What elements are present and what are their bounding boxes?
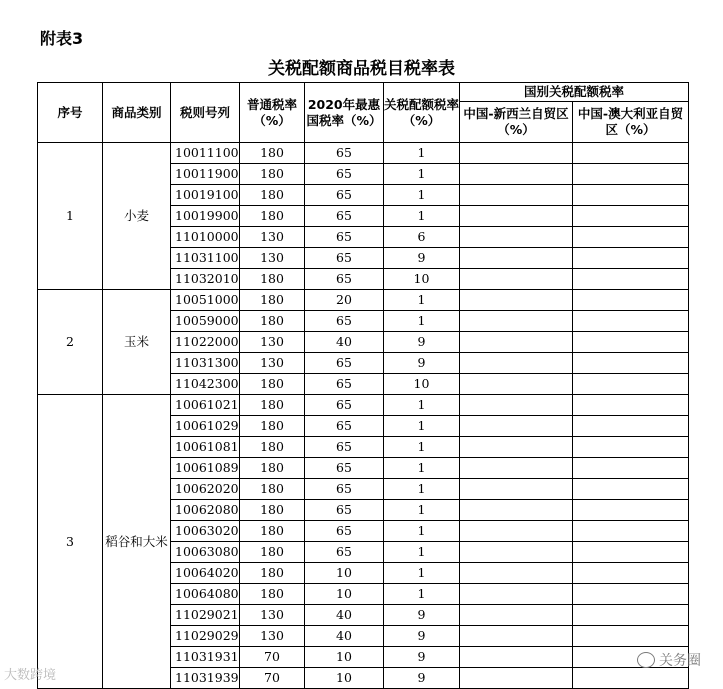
cell-au-rate xyxy=(573,563,689,584)
cell-general-rate: 130 xyxy=(240,353,305,374)
cell-tariff-code: 11032010 xyxy=(171,269,240,290)
cell-general-rate: 180 xyxy=(240,437,305,458)
cell-nz-rate xyxy=(460,164,573,185)
cell-tariff-code: 10061089 xyxy=(171,458,240,479)
cell-general-rate: 180 xyxy=(240,395,305,416)
cell-mfn-rate: 65 xyxy=(305,185,384,206)
cell-quota-rate: 1 xyxy=(384,437,460,458)
cell-mfn-rate: 65 xyxy=(305,374,384,395)
cell-tariff-code: 11022000 xyxy=(171,332,240,353)
tariff-table xyxy=(37,82,689,689)
cell-mfn-rate: 65 xyxy=(305,479,384,500)
cell-au-rate xyxy=(573,605,689,626)
row-category: 小麦 xyxy=(103,143,171,290)
cell-general-rate: 180 xyxy=(240,290,305,311)
chat-icon xyxy=(637,652,655,668)
cell-quota-rate: 1 xyxy=(384,584,460,605)
cell-au-rate xyxy=(573,584,689,605)
cell-quota-rate: 9 xyxy=(384,248,460,269)
header-tariff-code: 税则号列 xyxy=(171,83,240,143)
cell-mfn-rate: 65 xyxy=(305,353,384,374)
cell-mfn-rate: 65 xyxy=(305,395,384,416)
cell-tariff-code: 10061021 xyxy=(171,395,240,416)
watermark-right xyxy=(637,650,701,670)
row-seq: 1 xyxy=(38,143,103,290)
cell-mfn-rate: 40 xyxy=(305,332,384,353)
cell-nz-rate xyxy=(460,605,573,626)
cell-au-rate xyxy=(573,479,689,500)
cell-mfn-rate: 40 xyxy=(305,626,384,647)
watermark-right-text: 关务圈 xyxy=(659,653,701,669)
cell-quota-rate: 9 xyxy=(384,353,460,374)
cell-general-rate: 180 xyxy=(240,374,305,395)
cell-tariff-code: 10019100 xyxy=(171,185,240,206)
cell-tariff-code: 10061029 xyxy=(171,416,240,437)
cell-mfn-rate: 20 xyxy=(305,290,384,311)
cell-nz-rate xyxy=(460,563,573,584)
cell-au-rate xyxy=(573,542,689,563)
cell-general-rate: 180 xyxy=(240,458,305,479)
cell-mfn-rate: 10 xyxy=(305,584,384,605)
cell-quota-rate: 1 xyxy=(384,185,460,206)
cell-nz-rate xyxy=(460,395,573,416)
cell-au-rate xyxy=(573,500,689,521)
cell-nz-rate xyxy=(460,332,573,353)
cell-au-rate xyxy=(573,437,689,458)
cell-nz-rate xyxy=(460,185,573,206)
cell-quota-rate: 9 xyxy=(384,668,460,689)
header-country-group: 国别关税配额税率 xyxy=(460,83,689,102)
cell-general-rate: 180 xyxy=(240,563,305,584)
header-nz: 中国-新西兰自贸区（%） xyxy=(460,102,573,143)
cell-nz-rate xyxy=(460,584,573,605)
cell-au-rate xyxy=(573,143,689,164)
cell-mfn-rate: 65 xyxy=(305,206,384,227)
cell-quota-rate: 6 xyxy=(384,227,460,248)
cell-general-rate: 180 xyxy=(240,521,305,542)
cell-general-rate: 180 xyxy=(240,479,305,500)
cell-au-rate xyxy=(573,185,689,206)
cell-tariff-code: 10061081 xyxy=(171,437,240,458)
cell-quota-rate: 1 xyxy=(384,164,460,185)
cell-tariff-code: 10011900 xyxy=(171,164,240,185)
cell-mfn-rate: 10 xyxy=(305,647,384,668)
cell-au-rate xyxy=(573,227,689,248)
cell-quota-rate: 1 xyxy=(384,290,460,311)
cell-quota-rate: 1 xyxy=(384,143,460,164)
cell-au-rate xyxy=(573,668,689,689)
cell-quota-rate: 1 xyxy=(384,416,460,437)
cell-general-rate: 180 xyxy=(240,185,305,206)
cell-mfn-rate: 65 xyxy=(305,437,384,458)
cell-au-rate xyxy=(573,290,689,311)
cell-tariff-code: 11031939 xyxy=(171,668,240,689)
cell-nz-rate xyxy=(460,521,573,542)
cell-mfn-rate: 10 xyxy=(305,668,384,689)
cell-nz-rate xyxy=(460,290,573,311)
table-row xyxy=(38,395,689,416)
cell-general-rate: 180 xyxy=(240,206,305,227)
cell-au-rate xyxy=(573,206,689,227)
cell-general-rate: 130 xyxy=(240,626,305,647)
cell-quota-rate: 1 xyxy=(384,542,460,563)
cell-general-rate: 130 xyxy=(240,332,305,353)
cell-general-rate: 130 xyxy=(240,227,305,248)
cell-general-rate: 130 xyxy=(240,605,305,626)
cell-tariff-code: 10063020 xyxy=(171,521,240,542)
cell-tariff-code: 10019900 xyxy=(171,206,240,227)
cell-nz-rate xyxy=(460,542,573,563)
cell-general-rate: 180 xyxy=(240,164,305,185)
cell-general-rate: 180 xyxy=(240,584,305,605)
cell-quota-rate: 1 xyxy=(384,311,460,332)
header-au: 中国-澳大利亚自贸区（%） xyxy=(573,102,689,143)
row-seq: 3 xyxy=(38,395,103,689)
cell-quota-rate: 9 xyxy=(384,605,460,626)
cell-tariff-code: 11029021 xyxy=(171,605,240,626)
cell-tariff-code: 10062020 xyxy=(171,479,240,500)
cell-au-rate xyxy=(573,458,689,479)
cell-au-rate xyxy=(573,374,689,395)
cell-general-rate: 180 xyxy=(240,269,305,290)
cell-tariff-code: 11029029 xyxy=(171,626,240,647)
table-body xyxy=(38,143,689,689)
cell-nz-rate xyxy=(460,437,573,458)
cell-tariff-code: 11031300 xyxy=(171,353,240,374)
cell-nz-rate xyxy=(460,647,573,668)
cell-au-rate xyxy=(573,521,689,542)
cell-general-rate: 180 xyxy=(240,416,305,437)
cell-au-rate xyxy=(573,164,689,185)
cell-general-rate: 130 xyxy=(240,248,305,269)
cell-tariff-code: 11031100 xyxy=(171,248,240,269)
cell-mfn-rate: 65 xyxy=(305,542,384,563)
cell-au-rate xyxy=(573,248,689,269)
cell-mfn-rate: 65 xyxy=(305,269,384,290)
cell-nz-rate xyxy=(460,500,573,521)
header-mfn-2020: 2020年最惠国税率（%） xyxy=(305,83,384,143)
cell-tariff-code: 10064080 xyxy=(171,584,240,605)
cell-nz-rate xyxy=(460,206,573,227)
cell-quota-rate: 1 xyxy=(384,206,460,227)
cell-tariff-code: 10063080 xyxy=(171,542,240,563)
cell-general-rate: 70 xyxy=(240,647,305,668)
cell-mfn-rate: 40 xyxy=(305,605,384,626)
cell-nz-rate xyxy=(460,626,573,647)
cell-tariff-code: 11042300 xyxy=(171,374,240,395)
table-row xyxy=(38,143,689,164)
cell-nz-rate xyxy=(460,668,573,689)
row-category: 玉米 xyxy=(103,290,171,395)
cell-mfn-rate: 65 xyxy=(305,416,384,437)
cell-au-rate xyxy=(573,332,689,353)
cell-nz-rate xyxy=(460,227,573,248)
cell-nz-rate xyxy=(460,248,573,269)
watermark-left: 大数跨境 xyxy=(4,668,57,683)
cell-quota-rate: 1 xyxy=(384,479,460,500)
table-title: 关税配额商品税目税率表 xyxy=(268,59,455,79)
cell-au-rate xyxy=(573,626,689,647)
cell-mfn-rate: 65 xyxy=(305,227,384,248)
cell-mfn-rate: 10 xyxy=(305,563,384,584)
cell-mfn-rate: 65 xyxy=(305,458,384,479)
cell-general-rate: 70 xyxy=(240,668,305,689)
cell-nz-rate xyxy=(460,374,573,395)
cell-mfn-rate: 65 xyxy=(305,248,384,269)
cell-quota-rate: 10 xyxy=(384,374,460,395)
cell-au-rate xyxy=(573,416,689,437)
cell-nz-rate xyxy=(460,311,573,332)
header-quota-rate: 关税配额税率（%） xyxy=(384,83,460,143)
cell-quota-rate: 1 xyxy=(384,395,460,416)
cell-quota-rate: 1 xyxy=(384,458,460,479)
cell-general-rate: 180 xyxy=(240,500,305,521)
cell-nz-rate xyxy=(460,479,573,500)
cell-tariff-code: 10059000 xyxy=(171,311,240,332)
cell-quota-rate: 1 xyxy=(384,500,460,521)
appendix-label: 附表3 xyxy=(40,29,84,48)
cell-quota-rate: 9 xyxy=(384,626,460,647)
table-row xyxy=(38,290,689,311)
cell-nz-rate xyxy=(460,353,573,374)
cell-mfn-rate: 65 xyxy=(305,311,384,332)
cell-tariff-code: 11031931 xyxy=(171,647,240,668)
cell-mfn-rate: 65 xyxy=(305,500,384,521)
cell-general-rate: 180 xyxy=(240,542,305,563)
cell-quota-rate: 1 xyxy=(384,563,460,584)
cell-tariff-code: 10064020 xyxy=(171,563,240,584)
cell-au-rate xyxy=(573,311,689,332)
header-category: 商品类别 xyxy=(103,83,171,143)
header-seq: 序号 xyxy=(38,83,103,143)
header-mfn-rate: 普通税率（%） xyxy=(240,83,305,143)
cell-nz-rate xyxy=(460,269,573,290)
cell-general-rate: 180 xyxy=(240,143,305,164)
cell-mfn-rate: 65 xyxy=(305,143,384,164)
cell-tariff-code: 10062080 xyxy=(171,500,240,521)
row-category: 稻谷和大米 xyxy=(103,395,171,689)
cell-mfn-rate: 65 xyxy=(305,521,384,542)
cell-au-rate xyxy=(573,395,689,416)
cell-nz-rate xyxy=(460,458,573,479)
cell-nz-rate xyxy=(460,143,573,164)
cell-quota-rate: 1 xyxy=(384,521,460,542)
cell-nz-rate xyxy=(460,416,573,437)
cell-au-rate xyxy=(573,269,689,290)
cell-tariff-code: 10051000 xyxy=(171,290,240,311)
cell-mfn-rate: 65 xyxy=(305,164,384,185)
cell-general-rate: 180 xyxy=(240,311,305,332)
row-seq: 2 xyxy=(38,290,103,395)
cell-tariff-code: 10011100 xyxy=(171,143,240,164)
cell-quota-rate: 10 xyxy=(384,269,460,290)
cell-au-rate xyxy=(573,353,689,374)
cell-quota-rate: 9 xyxy=(384,647,460,668)
cell-quota-rate: 9 xyxy=(384,332,460,353)
cell-tariff-code: 11010000 xyxy=(171,227,240,248)
